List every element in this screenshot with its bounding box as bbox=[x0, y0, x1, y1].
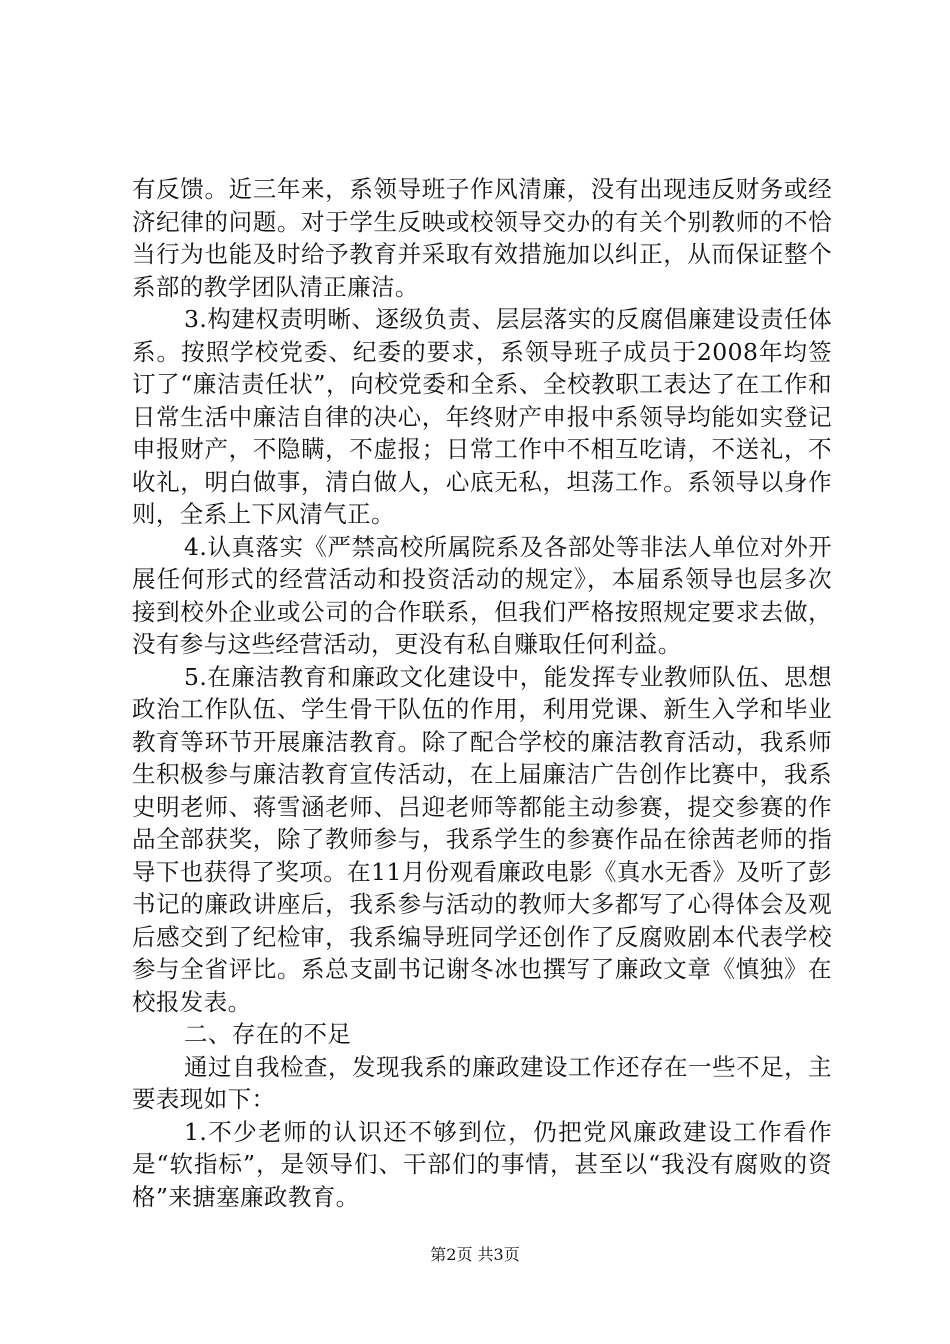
paragraph-shortcoming-1: 1.不少老师的认识还不够到位，仍把党风廉政建设工作看作是“软指标”，是领导们、干部们的事情，甚至以“我没有腐败的资格”来搪塞廉政教育。 bbox=[132, 1117, 832, 1211]
paragraph-item-3: 3.构建权责明晰、逐级负责、层层落实的反腐倡廉建设责任体系。按照学校党委、纪委的要求，系领导班子成员于2008年均签订了“廉洁责任状”，向校党委和全系、全校教职工表达了在工作和日常生活中廉洁自律的决心，年终财产申报中系领导均能如实登记申报财产，不隐瞒，不虚报；日常工作中不相互吃请，不送礼，不收礼，明白做事，清白做人，心底无私，坦荡工作。系领导以身作则，全系上下风清气正。 bbox=[132, 305, 832, 528]
section-heading-shortcomings: 二、存在的不足 bbox=[184, 1020, 352, 1048]
paragraph-item-5: 5.在廉洁教育和廉政文化建设中，能发挥专业教师队伍、思想政治工作队伍、学生骨干队伍的作用，利用党课、新生入学和毕业教育等环节开展廉洁教育。除了配合学校的廉洁教育活动，我系师生积极参与廉洁教育宣传活动，在上届廉洁广告创作比赛中，我系史明老师、蒋雪涵老师、吕迎老师等都能主动参赛，提交参赛的作品全部获奖，除了教师参与，我系学生的参赛作品在徐茜老师的指导下也获得了奖项。在11月份观看廉政电影《真水无香》及听了彭书记的廉政讲座后，我系参与活动的教师大多都写了心得体会及观后感交到了纪检审，我系编导班同学还创作了反腐败剧本代表学校参与全省评比。系总支副书记谢冬冰也撰写了廉政文章《慎独》在校报发表。 bbox=[132, 662, 832, 1016]
paragraph-continuation: 有反馈。近三年来，系领导班子作风清廉，没有出现违反财务或经济纪律的问题。对于学生反映或校领导交办的有关个别教师的不恰当行为也能及时给予教育并采取有效措施加以纠正，从而保证整个系部的教学团队清正廉洁。 bbox=[132, 175, 832, 301]
page-number-footer: 第2页 共3页 bbox=[430, 1245, 520, 1264]
paragraph-item-4: 4.认真落实《严禁高校所属院系及各部处等非法人单位对外开展任何形式的经营活动和投资活动的规定》，本届系领导也层多次接到校外企业或公司的合作联系，但我们严格按照规定要求去做，没有参与这些经营活动，更没有私自赚取任何利益。 bbox=[132, 532, 832, 658]
paragraph-shortcomings-intro: 通过自我检查，发现我系的廉政建设工作还存在一些不足，主要表现如下： bbox=[132, 1052, 832, 1113]
document-body bbox=[132, 173, 832, 1213]
